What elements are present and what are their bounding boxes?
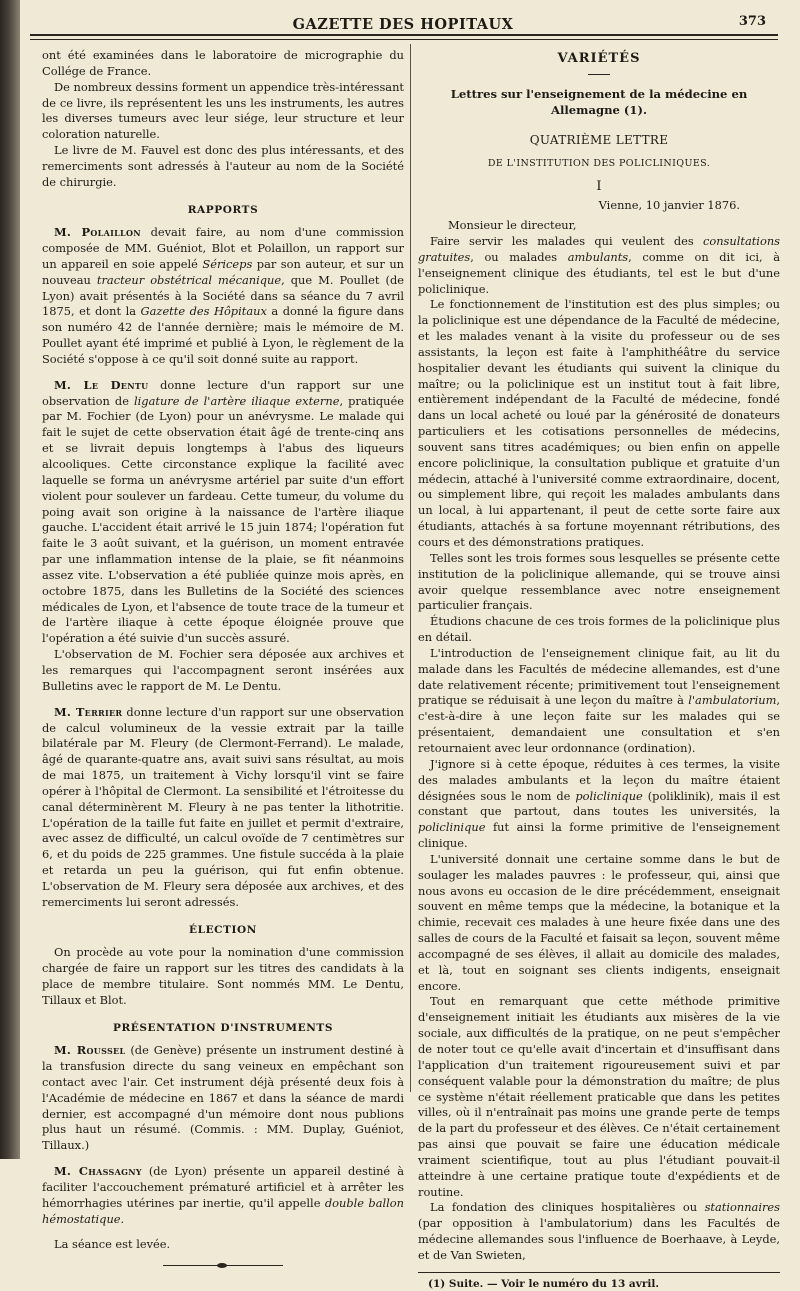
paragraph-chassagny: M. Chassagny (de Lyon) présente un appareil destiné à faciliter l'accouchement prématuré artificiel et à arrêter les hémorrhagies utérines par inertie, qu'il appelle double ballon hémostatique. <box>42 1164 404 1226</box>
paragraph-dessins: De nombreux dessins forment un appendice très-intéressant de ce livre, ils représentent les uns les instruments, les autres les diverses tumeurs avec leur siége, leur structure et leur coloration naturelle. <box>42 79 404 142</box>
right-column <box>418 48 780 1291</box>
speaker-name: M. Le Dentu <box>54 377 149 392</box>
section-title-varietes: VARIÉTÉS <box>557 51 641 66</box>
paragraph-methode-primitive: Tout en remarquant que cette méthode primitive d'enseignement initiait les étudiants aux misères de la vie sociale, aux difficultés de la pratique, on ne peut s'empêcher de noter tout ce qu'elle avait d'incertain et d'insuffisant dans l'application d'un traitement rigoureusement suivi et par conséquent valable pour la démonstration du maître; de plus ce système n'était réellement praticable que dans les petites villes, où il n'entraînait pas moins une grande perte de temps de la part du professeur et des élèves. Ce n'était certainement pas ainsi que pouvait se faire une éducation médicale vraiment scientifique, tout au plus l'étudiant pouvait-il atteindre à une certaine pratique toute d'expédients et de routine. <box>418 994 780 1199</box>
speaker-name: M. Roussel <box>54 1043 126 1058</box>
paragraph-terrier: M. Terrier donne lecture d'un rapport sur une observation de calcul volumineux de la vessie extrait par la taille bilatérale par M. Fleury (de Clermont-Ferrand). Le malade, âgé de quarante-quatre ans, avait suivi sans résultat, au mois de mai 1875, un traitement à Vichy lorsqu'il vint se faire opérer à l'hôpital de Clermont. La sensibilité et l'étroitesse du canal déterminèrent M. Fleury à ne pas tenter la lithotritie. L'opération de la taille fut faite en juillet et permit d'extraire, avec assez de difficulté, un calcul ovoïde de 7 centimètres sur 6, et du poids de 225 grammes. Une fistule succéda à la plaie et retarda un peu la guérison, qui fut enfin obtenue. L'observation de M. Fleury sera déposée aux archives, et des remerciments lui seront adressés. <box>42 704 404 909</box>
paragraph-j-ignore: J'ignore si à cette époque, réduites à ces termes, la visite des malades ambulants et la leçon du maître étaient désignées sous le nom de policlinique (poliklinik), mais il est constant que partout, dans toutes les universités, la policlinique fut ainsi la forme primitive de l'enseignement clinique. <box>418 756 780 851</box>
speaker-name: M. Polaillon <box>54 225 141 240</box>
salutation: Monsieur le directeur, <box>448 218 577 233</box>
title-rule <box>588 74 610 75</box>
article-title: Lettres sur l'enseignement de la médecine en Allemagne (1). <box>450 87 748 117</box>
page-header <box>28 10 778 42</box>
paragraph-livre-fauvel: Le livre de M. Fauvel est donc des plus intéressants, et des remerciments sont adressés à l'auteur au nom de la Société de chirurgie. <box>42 143 404 189</box>
footnote: (1) Suite. — Voir le numéro du 13 avril. <box>428 1277 660 1290</box>
paragraph-fondation-cliniques: La fondation des cliniques hospitalières ou stationnaires (par opposition à l'ambulatorium) dans les Facultés de médecine allemandes sous l'influence de Boerhaave, à Leyde, et de Van Swieten, <box>418 1200 780 1262</box>
page-number: 373 <box>738 14 766 29</box>
heading-election: ÉLECTION <box>188 923 257 936</box>
heading-rapports: RAPPORTS <box>187 203 259 216</box>
paragraph-universite: L'université donnait une certaine somme dans le but de soulager les malades pauvres : le professeur, qui, ainsi que nous avons eu occasion de le dire précédemment, enseignait souvent en même temps que la médecine, la botanique et la chimie, recevait ces malades à une heure fixée dans une des salles de cours de la Faculté et faisait sa leçon, souvent même accompagné de ses élèves, il allait au domicile des malades, et là, tout en soignant ses clients indigents, enseignait encore. <box>418 851 780 993</box>
left-column <box>42 48 404 1266</box>
paragraph-trois-formes: Telles sont les trois formes sous lesquelles se présente cette institution de la policlinique allemande, qui se trouve ainsi avoir quelque ressemblance avec notre enseignement particulier français. <box>418 550 780 613</box>
letter-number: QUATRIÈME LETTRE <box>529 133 669 148</box>
paragraph-consultations: Faire servir les malades qui veulent des consultations gratuites, ou malades ambulants, comme on dit ici, à l'enseignement clinique des étudiants, tel est le but d'une policlinique. <box>418 233 780 296</box>
letter-subtitle: DE L'INSTITUTION DES POLICLINIQUES. <box>487 158 711 170</box>
dateline: Vienne, 10 janvier 1876. <box>598 198 740 213</box>
column-divider <box>410 44 411 1092</box>
paragraph-introduction: L'introduction de l'enseignement clinique fait, au lit du malade dans les Facultés de médecine allemandes, est d'une date relativement récente; primitivement tout l'enseignement pratique se réduisait à une leçon du maître à l'ambulatorium, c'est-à-dire à une leçon faite sur les malades qui se présentaient, demandaient une consultation et s'en retournaient avec leur ordonnance (ordination). <box>418 645 780 755</box>
speaker-name: M. Terrier <box>54 704 123 719</box>
paragraph-fonctionnement: Le fonctionnement de l'institution est des plus simples; ou la policlinique est une dépendance de la Faculté de médecine, et les malades venant à la visite du professeur ou de ses assistants, la leçon est faite à l'amphithéâtre du service hospitalier devant les étudiants qui suivent la clinique du maître; ou la policlinique est un institut tout à fait libre, entièrement indépendant de la Faculté de médecine, fondé dans un local acheté ou loué par la générosité de donateurs particuliers et les cotisations personnelles de médecins, souvent sans titres académiques; ou bien enfin on appelle encore policlinique, la consultation publique et gratuite d'un médecin, attaché à l'université comme extraordinaire, docent, ou simplement libre, qui reçoit les malades ambulants dans un local, à lui appartenant, il peut de cette sorte faire aux étudiants, attachés à sa fortune moyennant rétributions, des cours et des démonstrations pratiques. <box>418 297 780 549</box>
heading-presentation-instruments: PRÉSENTATION D'INSTRUMENTS <box>112 1021 334 1034</box>
paragraph-etudions: Étudions chacune de ces trois formes de la policlinique plus en détail. <box>418 614 780 645</box>
speaker-name: M. Chassagny <box>54 1164 142 1179</box>
paragraph-le-dentu: M. Le Dentu donne lecture d'un rapport sur une observation de ligature de l'artère iliaque externe, pratiquée par M. Fochier (de Lyon) pour un anévrysme. Le malade qui fait le sujet de cette observation était âgé de trente-cinq ans et se livrait depuis longtemps à l'abus des liqueurs alcooliques. Cette circonstance explique la facilité avec laquelle se forma un anévrysme artériel par suite d'un effort violent pour soulever un fardeau. Cette tumeur, du volume du poing avait son origine à la naissance de l'artère iliaque gauche. L'accident était arrivé le 15 juin 1874; l'opération fut faite le 3 août suivant, et la guérison, un moment entravée par une inflammation intense de la plaie, se fit néanmoins assez vite. L'observation a été publiée quinze mois après, en octobre 1875, dans les Bulletins de la Société des sciences médicales de Lyon, et l'absence de toute trace de la tumeur et de l'artère iliaque à cette époque éloignée prouve que l'opération a été suivie d'un succès assuré. <box>42 377 404 646</box>
footnote-rule <box>418 1272 780 1273</box>
paragraph-fochier-archives: L'observation de M. Fochier sera déposée aux archives et les remarques qui l'accompagnent seront insérées aux Bulletins avec le rapport de M. Le Dentu. <box>42 647 404 693</box>
paragraph-roussel: M. Roussel (de Genève) présente un instrument destiné à la transfusion directe du sang veineux en empêchant son contact avec l'air. Cet instrument déjà présenté deux fois à l'Académie de médecine en 1867 et dans la séance de mardi dernier, est accompagné d'un mémoire dont nous publions plus haut un résumé. (Commis. : MM. Duplay, Guéniot, Tillaux.) <box>42 1043 405 1153</box>
book-binding-edge <box>0 0 20 1159</box>
paragraph-polaillon: M. Polaillon devait faire, au nom d'une commission composée de MM. Guéniot, Blot et Polaillon, un rapport sur un appareil en soie appelé Sériceps par son auteur, et sur un nouveau tracteur obstétrical mécanique, que M. Poullet (de Lyon) avait présentés à la Société dans sa séance du 7 avril 1875, et dont la Gazette des Hôpitaux a donné la figure dans son numéro 42 de l'année dernière; mais le mémoire de M. Poullet ayant été imprimé et publié à Lyon, le règlement de la Société s'oppose à ce qu'il soit donné suite au rapport. <box>42 225 404 366</box>
end-ornament-rule <box>163 1265 283 1266</box>
header-rule <box>30 34 778 36</box>
header-rule-thin <box>30 39 778 40</box>
paragraph-election: On procède au vote pour la nomination d'une commission chargée de faire un rapport sur les titres des candidats à la place de membre titulaire. Sont nommés MM. Le Dentu, Tillaux et Blot. <box>42 945 404 1007</box>
closing-line: La séance est levée. <box>54 1237 171 1252</box>
section-numeral: I <box>596 179 602 195</box>
paragraph-college-de-france: ont été examinées dans le laboratoire de micrographie du Collége de France. <box>42 48 404 78</box>
running-title: GAZETTE DES HOPITAUX <box>292 16 514 33</box>
